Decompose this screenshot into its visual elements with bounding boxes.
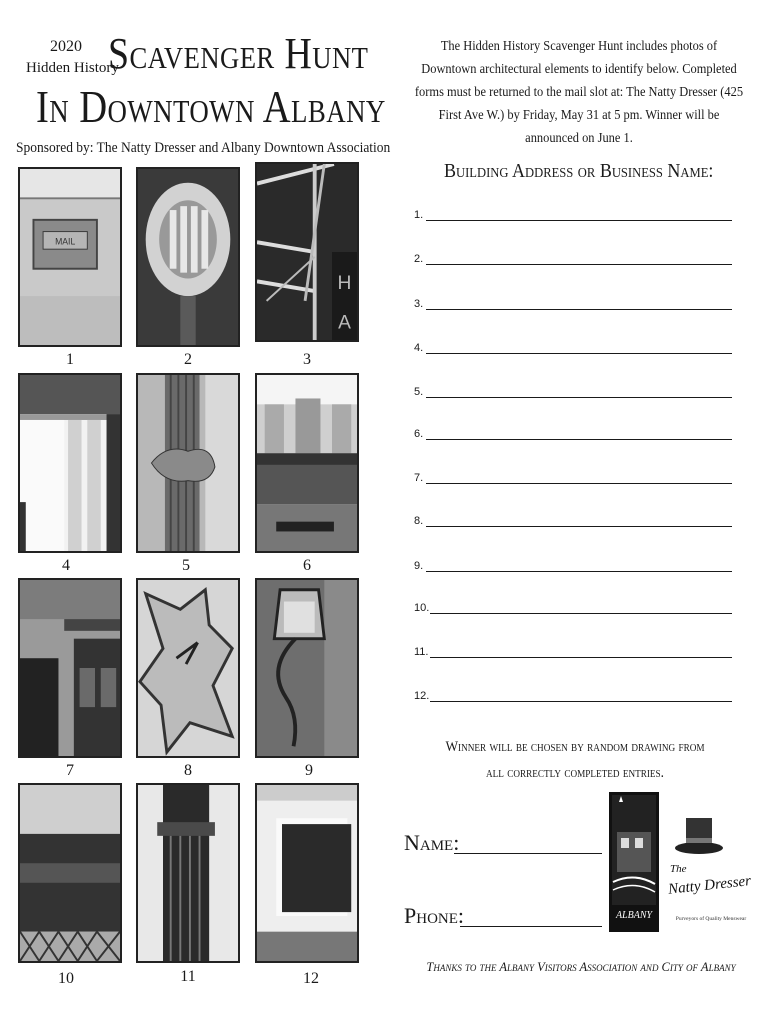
answer-label-12: 12. — [414, 690, 430, 702]
answer-line-4[interactable] — [414, 338, 732, 356]
photo-number-1: 1 — [66, 351, 74, 368]
phone-label: Phone: — [404, 903, 465, 928]
answer-line-9[interactable] — [414, 556, 732, 574]
answer-label-9: 9. — [414, 560, 424, 572]
photo-6-building-cornice — [255, 373, 359, 553]
answer-label-8: 8. — [414, 515, 424, 527]
svg-text:Purveyors of Quality Menswear: Purveyors of Quality Menswear — [675, 916, 747, 922]
photo-8-tile-mosaic — [136, 578, 240, 758]
photo-number-9: 9 — [305, 762, 313, 779]
answer-label-3: 3. — [414, 298, 424, 310]
photo-number-3: 3 — [303, 351, 311, 368]
photo-3-sign-bracket — [255, 162, 359, 342]
year-label: 2020 — [50, 38, 82, 55]
photo-number-8: 8 — [184, 762, 192, 779]
thanks-line: Thanks to the Albany Visitors Association and City of Albany — [426, 960, 736, 974]
answer-line-5[interactable] — [414, 382, 732, 400]
photo-5-iron-column — [136, 373, 240, 553]
sponsor-line: Sponsored by: The Natty Dresser and Albany Downtown Association — [16, 140, 391, 156]
answer-label-10: 10. — [414, 602, 430, 614]
svg-text:MAIL: MAIL — [55, 236, 76, 247]
answer-line-12[interactable] — [414, 686, 732, 704]
answer-label-6: 6. — [414, 428, 424, 440]
albany-logo — [609, 792, 659, 932]
title-line-2: In Downtown Albany — [36, 81, 386, 132]
svg-text:ALBANY: ALBANY — [615, 910, 653, 921]
intro-paragraph: The Hidden History Scavenger Hunt includes photos of Downtown architectural elements to identify below. Completed forms must be returned to the mail slot at: The Natty Dresser (425 First Ave W.) by Friday, May 31 at 5 pm. Winner will be announced on June 1. — [414, 38, 744, 145]
photo-2-round-vent — [136, 167, 240, 347]
answer-label-4: 4. — [414, 342, 424, 354]
svg-text:H: H — [337, 272, 352, 295]
phone-field[interactable] — [460, 926, 602, 927]
answer-label-11: 11. — [414, 646, 429, 658]
answer-label-7: 7. — [414, 472, 424, 484]
photo-4-window-columns — [18, 373, 122, 553]
hidden-history-label: Hidden History — [26, 60, 119, 76]
name-field[interactable] — [454, 853, 602, 854]
answer-line-10[interactable] — [414, 598, 732, 616]
svg-text:The: The — [670, 863, 687, 875]
photo-number-10: 10 — [58, 970, 74, 987]
answer-line-11[interactable] — [414, 642, 732, 660]
address-heading: Building Address or Business Name: — [444, 160, 714, 182]
answer-line-8[interactable] — [414, 511, 732, 529]
photo-9-lantern — [255, 578, 359, 758]
answer-line-2[interactable] — [414, 249, 732, 267]
photo-number-11: 11 — [180, 968, 196, 985]
photo-11-fluted-column — [136, 783, 240, 963]
winner-line-1: Winner will be chosen by random drawing from — [445, 739, 705, 755]
photo-number-2: 2 — [184, 351, 192, 368]
answer-line-7[interactable] — [414, 468, 732, 486]
answer-line-1[interactable] — [414, 205, 732, 223]
winner-line-2: all correctly completed entries. — [485, 765, 665, 781]
title-line-1: Scavenger Hunt — [108, 29, 369, 78]
answer-label-2: 2. — [414, 253, 424, 265]
answer-line-6[interactable] — [414, 424, 732, 442]
photo-1-mail-slot — [18, 167, 122, 347]
photo-number-12: 12 — [303, 970, 319, 987]
winner-note — [414, 734, 736, 786]
name-label: Name: — [404, 830, 460, 855]
natty-dresser-logo — [664, 812, 758, 930]
answer-label-1: 1. — [414, 209, 424, 221]
photo-number-4: 4 — [62, 557, 70, 574]
answer-line-3[interactable] — [414, 294, 732, 312]
photo-number-5: 5 — [182, 557, 190, 574]
photo-12-wall-panel — [255, 783, 359, 963]
photo-10-fence-grille — [18, 783, 122, 963]
svg-text:A: A — [338, 311, 351, 334]
photo-number-6: 6 — [303, 557, 311, 574]
photo-7-brick-windows — [18, 578, 122, 758]
answer-label-5: 5. — [414, 386, 424, 398]
svg-text:Natty Dresser: Natty Dresser — [667, 873, 752, 898]
photo-number-7: 7 — [66, 762, 74, 779]
